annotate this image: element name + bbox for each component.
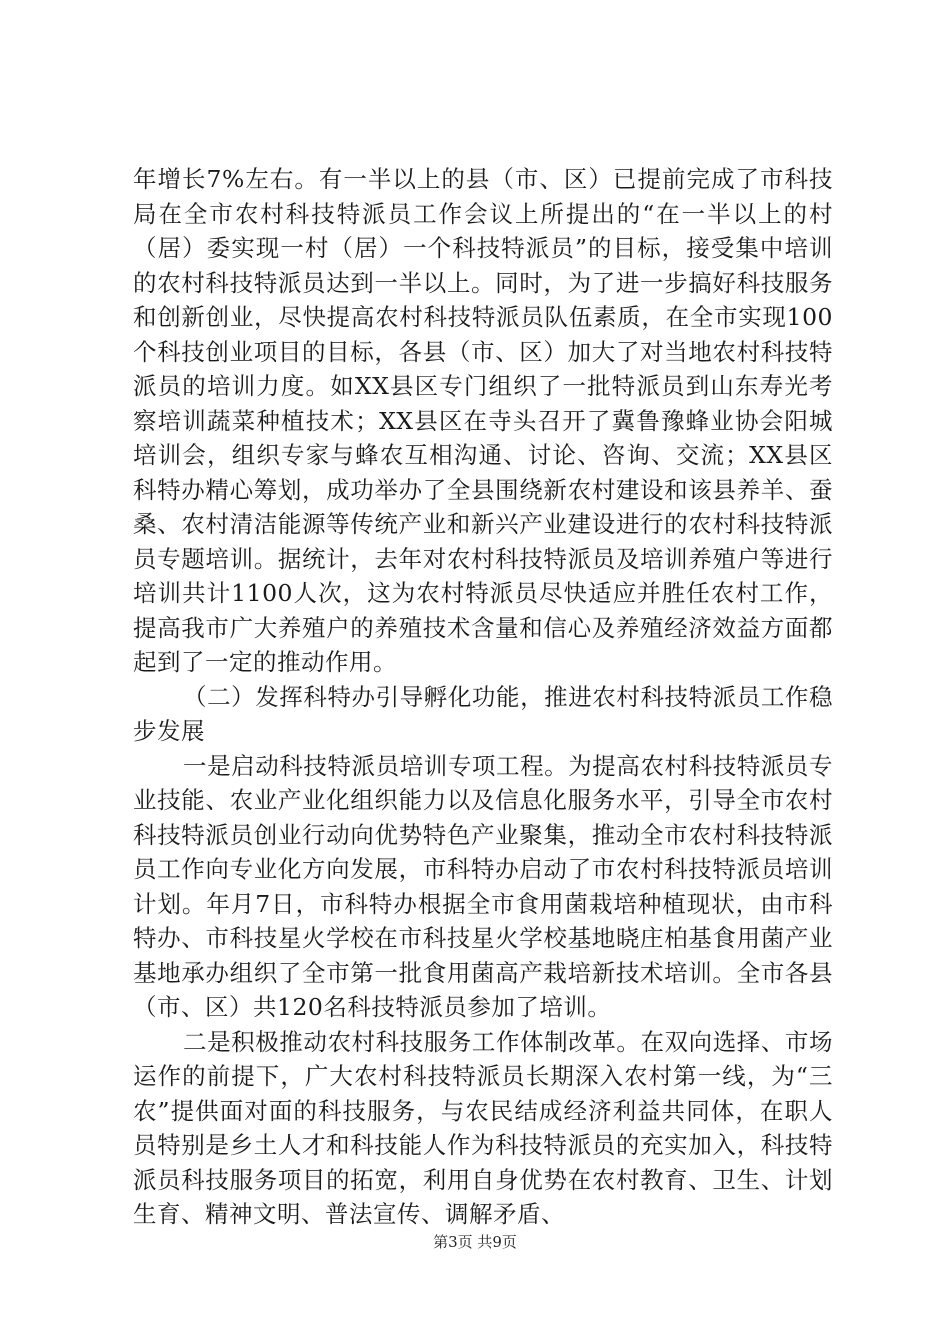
page-number-label: 第3页 共9页 bbox=[433, 1233, 517, 1251]
page-footer bbox=[0, 1232, 950, 1252]
paragraph-training-project: 一是启动科技特派员培训专项工程。为提高农村科技特派员专业技能、农业产业化组织能力以及信息化服务水平，引导全市农村科技特派员创业行动向优势特色产业聚集，推动全市农村科技特派员工作向专业化方向发展，市科特办启动了市农村科技特派员培训计划。年月7日，市科特办根据全市食用菌栽培种植现状，由市科特办、市科技星火学校在市科技星火学校基地晓庄柏基食用菌产业基地承办组织了全市第一批食用菌高产栽培新技术培训。全市各县（市、区）共120名科技特派员参加了培训。 bbox=[133, 751, 833, 1021]
section-heading-two: （二）发挥科特办引导孵化功能，推进农村科技特派员工作稳步发展 bbox=[133, 682, 833, 745]
paragraph-system-reform: 二是积极推动农村科技服务工作体制改革。在双向选择、市场运作的前提下，广大农村科技特派员长期深入农村第一线，为“三农”提供面对面的科技服务，与农民结成经济利益共同体，在职人员特别是乡土人才和科技能人作为科技特派员的充实加入，科技特派员科技服务项目的拓宽，利用自身优势在农村教育、卫生、计划生育、精神文明、普法宣传、调解矛盾、 bbox=[133, 1027, 833, 1228]
body-text bbox=[133, 162, 833, 1232]
paragraph-continuation: 年增长7%左右。有一半以上的县（市、区）已提前完成了市科技局在全市农村科技特派员工作会议上所提出的“在一半以上的村（居）委实现一村（居）一个科技特派员”的目标，接受集中培训的农村科技特派员达到一半以上。同时，为了进一步搞好科技服务和创新创业，尽快提高农村科技特派员队伍素质，在全市实现100个科技创业项目的目标，各县（市、区）加大了对当地农村科技特派员的培训力度。如XX县区专门组织了一批特派员到山东寿光考察培训蔬菜种植技术；XX县区在寺头召开了冀鲁豫蜂业协会阳城培训会，组织专家与蜂农互相沟通、讨论、咨询、交流；XX县区科特办精心筹划，成功举办了全县围绕新农村建设和该县养羊、蚕桑、农村清洁能源等传统产业和新兴产业建设进行的农村科技特派员专题培训。据统计，去年对农村科技特派员及培训养殖户等进行培训共计1100人次，这为农村特派员尽快适应并胜任农村工作，提高我市广大养殖户的养殖技术含量和信心及养殖经济效益方面都起到了一定的推动作用。 bbox=[133, 165, 833, 676]
